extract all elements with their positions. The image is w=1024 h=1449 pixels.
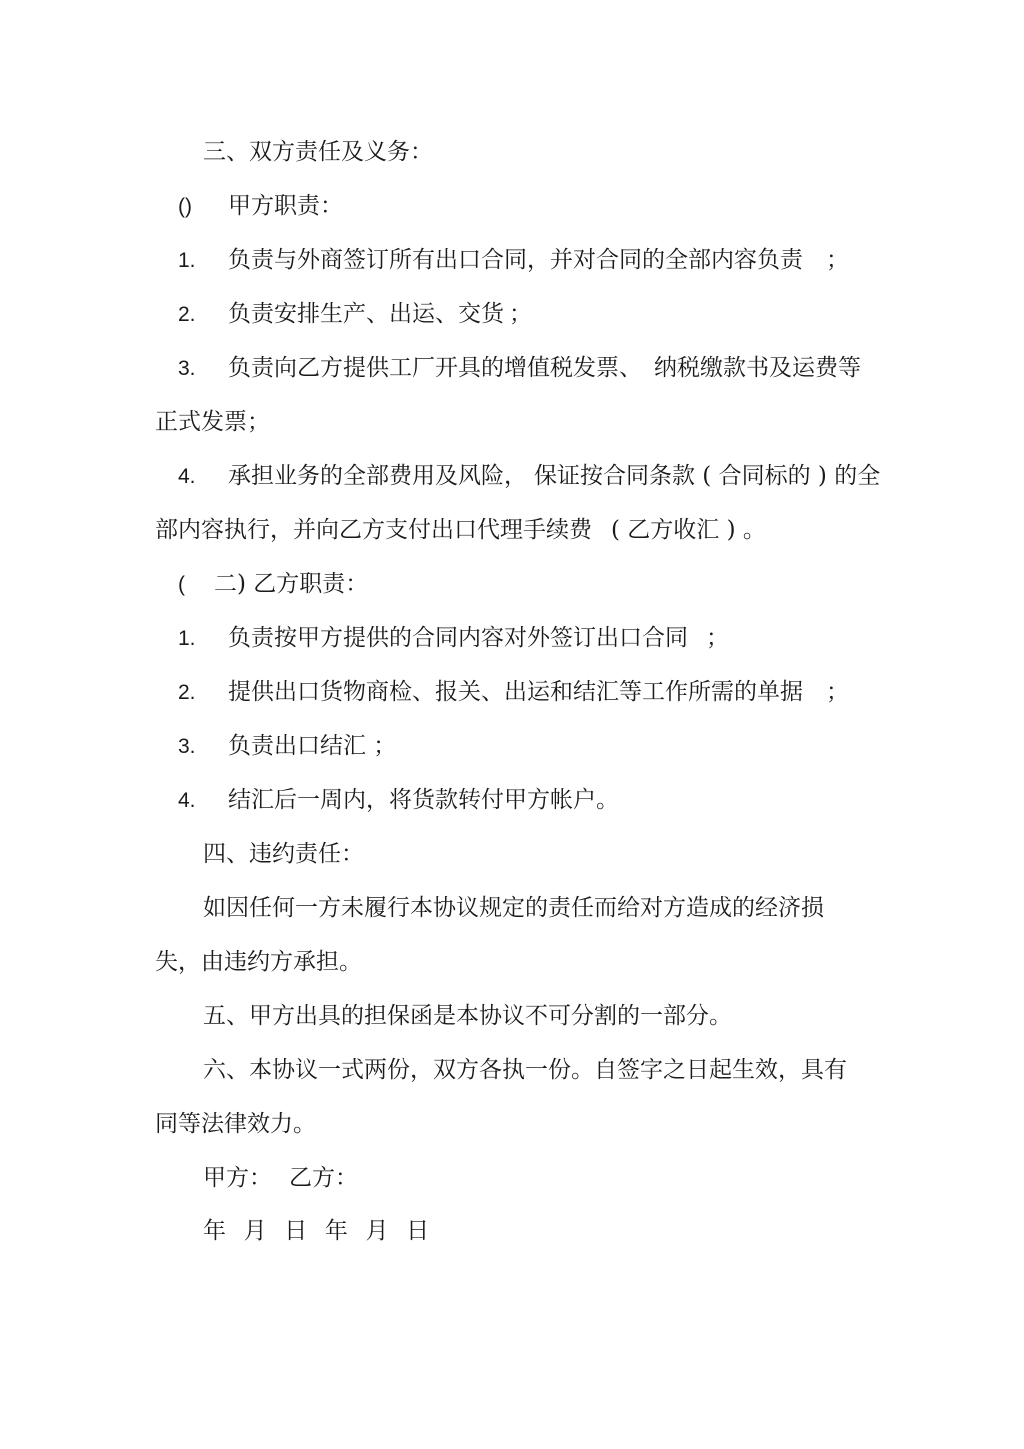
party-b-item-2-number: 2. xyxy=(178,681,196,704)
party-a-item-1-semicolon: ； xyxy=(826,247,849,273)
party-a-item-4-continuation-b: ( 乙方收汇 ) 。 xyxy=(611,517,766,543)
party-a-title: 甲方职责： xyxy=(228,193,343,219)
party-a-item-4-number: 4. xyxy=(178,465,196,488)
party-b-item-2-semicolon: ； xyxy=(826,679,849,705)
section4-heading: 四、违约责任： xyxy=(203,841,364,867)
party-b-item-2-text: 提供出口货物商检、报关、出运和结汇等工作所需的单据 xyxy=(228,679,803,705)
party-a-item-4-text-b: 保证按合同条款 ( 合同标的 ) 的全 xyxy=(534,463,881,489)
party-a-item-2-number: 2. xyxy=(178,303,196,326)
party-b-item-1-number: 1. xyxy=(178,627,196,650)
party-b-item-3-number: 3. xyxy=(178,735,196,758)
party-a-item-3-text-b: 纳税缴款书及运费等 xyxy=(654,355,861,381)
section3-heading: 三、双方责任及义务： xyxy=(203,139,433,165)
section4-line-2: 失，由违约方承担。 xyxy=(155,949,362,975)
party-a-item-3-text-a: 负责向乙方提供工厂开具的增值税发票、 xyxy=(228,355,642,381)
party-b-item-4-number: 4. xyxy=(178,789,196,812)
party-a-item-1-number: 1. xyxy=(178,249,196,272)
party-a-item-3-continuation: 正式发票； xyxy=(155,409,270,435)
party-a-item-2-semicolon: ； xyxy=(509,301,532,327)
signature-date-line: 年 月 日 年 月 日 xyxy=(203,1218,431,1244)
party-b-item-1-text: 负责按甲方提供的合同内容对外签订出口合同 xyxy=(228,625,688,651)
signature-party-a: 甲方： xyxy=(203,1165,272,1191)
party-a-item-4-continuation-a: 部内容执行，并向乙方支付出口代理手续费 xyxy=(155,517,592,543)
party-b-item-3-text: 负责出口结汇 ； xyxy=(228,733,397,759)
section6-line-2: 同等法律效力。 xyxy=(155,1111,316,1137)
party-b-item-1-semicolon: ； xyxy=(706,625,729,651)
signature-party-b: 乙方： xyxy=(289,1165,358,1191)
party-b-title: 二) 乙方职责： xyxy=(214,571,369,597)
party-a-item-1-text: 负责与外商签订所有出口合同，并对合同的全部内容负责 xyxy=(228,247,803,273)
party-a-item-2-text: 负责安排生产、出运、交货 xyxy=(228,301,504,327)
party-b-marker: ( xyxy=(178,573,185,596)
party-a-item-4-text-a: 承担业务的全部费用及风险， xyxy=(228,463,527,489)
section4-line-1: 如因任何一方未履行本协议规定的责任而给对方造成的经济损 xyxy=(203,895,824,921)
party-b-item-4-text: 结汇后一周内，将货款转付甲方帐户。 xyxy=(228,787,619,813)
party-a-marker: () xyxy=(178,195,192,218)
party-a-item-3-number: 3. xyxy=(178,357,196,380)
section6-line-1: 六、本协议一式两份，双方各执一份。自签字之日起生效，具有 xyxy=(203,1057,847,1083)
section5-text: 五、甲方出具的担保函是本协议不可分割的一部分。 xyxy=(203,1003,732,1029)
